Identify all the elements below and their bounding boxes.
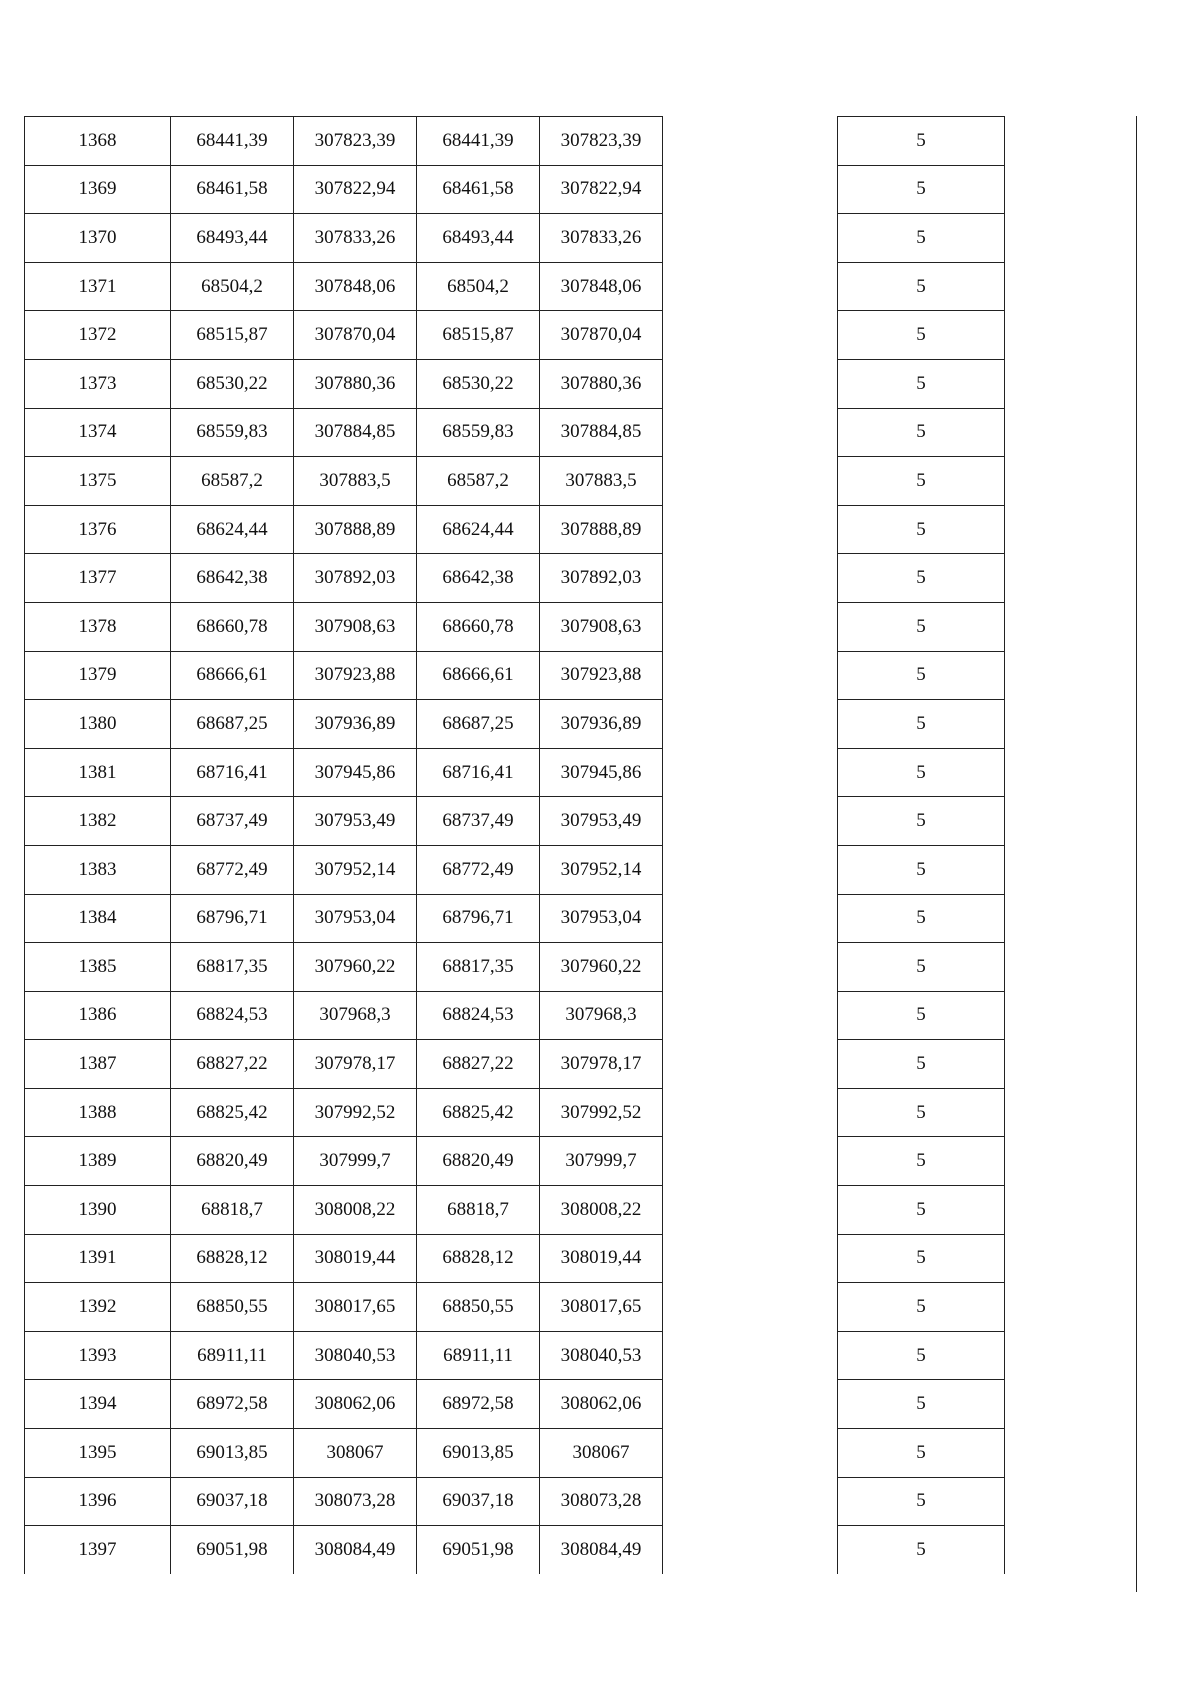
table-row	[838, 1429, 1005, 1478]
coordinates-table-body	[25, 117, 663, 1574]
point-number-cell: 1370	[25, 214, 171, 263]
x-coordinate-cell: 68817,35	[171, 943, 294, 992]
x-coordinate-2-cell: 68911,11	[417, 1331, 540, 1380]
coordinates-table	[24, 116, 663, 1574]
y-coordinate-2-cell: 307833,26	[540, 214, 663, 263]
point-number-cell: 1387	[25, 1040, 171, 1089]
y-coordinate-cell: 308017,65	[294, 1283, 417, 1332]
table-row	[838, 1040, 1005, 1089]
table-row	[838, 1477, 1005, 1526]
y-coordinate-2-cell: 307848,06	[540, 262, 663, 311]
table-row	[838, 457, 1005, 506]
y-coordinate-2-cell: 307968,3	[540, 991, 663, 1040]
table-row	[25, 117, 663, 166]
table-row	[838, 700, 1005, 749]
table-row	[25, 359, 663, 408]
x-coordinate-cell: 68493,44	[171, 214, 294, 263]
x-coordinate-cell: 68824,53	[171, 991, 294, 1040]
y-coordinate-2-cell: 307822,94	[540, 165, 663, 214]
y-coordinate-2-cell: 307888,89	[540, 505, 663, 554]
width-cell: 5	[838, 214, 1005, 263]
x-coordinate-2-cell: 68687,25	[417, 700, 540, 749]
table-row	[838, 1283, 1005, 1332]
width-cell: 5	[838, 1234, 1005, 1283]
width-cell: 5	[838, 1283, 1005, 1332]
y-coordinate-cell: 307880,36	[294, 359, 417, 408]
y-coordinate-2-cell: 308019,44	[540, 1234, 663, 1283]
point-number-cell: 1379	[25, 651, 171, 700]
x-coordinate-cell: 68587,2	[171, 457, 294, 506]
x-coordinate-cell: 68687,25	[171, 700, 294, 749]
y-coordinate-2-cell: 307892,03	[540, 554, 663, 603]
point-number-cell: 1385	[25, 943, 171, 992]
y-coordinate-cell: 308040,53	[294, 1331, 417, 1380]
x-coordinate-cell: 68818,7	[171, 1186, 294, 1235]
x-coordinate-cell: 68825,42	[171, 1088, 294, 1137]
y-coordinate-cell: 307822,94	[294, 165, 417, 214]
x-coordinate-cell: 68772,49	[171, 845, 294, 894]
x-coordinate-cell: 68515,87	[171, 311, 294, 360]
y-coordinate-cell: 307908,63	[294, 602, 417, 651]
table-row	[838, 991, 1005, 1040]
y-coordinate-2-cell: 307953,04	[540, 894, 663, 943]
width-cell: 5	[838, 1331, 1005, 1380]
point-number-cell: 1392	[25, 1283, 171, 1332]
point-number-cell: 1395	[25, 1429, 171, 1478]
width-cell: 5	[838, 165, 1005, 214]
table-row	[838, 845, 1005, 894]
point-number-cell: 1377	[25, 554, 171, 603]
x-coordinate-2-cell: 68850,55	[417, 1283, 540, 1332]
point-number-cell: 1375	[25, 457, 171, 506]
point-number-cell: 1397	[25, 1526, 171, 1574]
x-coordinate-2-cell: 68818,7	[417, 1186, 540, 1235]
table-row	[838, 1137, 1005, 1186]
y-coordinate-2-cell: 307936,89	[540, 700, 663, 749]
table-row	[838, 1234, 1005, 1283]
y-coordinate-cell: 307978,17	[294, 1040, 417, 1089]
y-coordinate-2-cell: 307953,49	[540, 797, 663, 846]
x-coordinate-cell: 68530,22	[171, 359, 294, 408]
table-row	[25, 991, 663, 1040]
x-coordinate-cell: 68642,38	[171, 554, 294, 603]
width-table-body	[838, 117, 1005, 1574]
table-row	[838, 894, 1005, 943]
y-coordinate-cell: 307892,03	[294, 554, 417, 603]
table-row	[25, 505, 663, 554]
table-row	[25, 1234, 663, 1283]
y-coordinate-2-cell: 307999,7	[540, 1137, 663, 1186]
table-row	[25, 748, 663, 797]
point-number-cell: 1394	[25, 1380, 171, 1429]
table-row	[25, 1526, 663, 1574]
x-coordinate-cell: 68559,83	[171, 408, 294, 457]
width-cell: 5	[838, 991, 1005, 1040]
point-number-cell: 1384	[25, 894, 171, 943]
table-row	[25, 700, 663, 749]
x-coordinate-2-cell: 69051,98	[417, 1526, 540, 1574]
x-coordinate-2-cell: 68666,61	[417, 651, 540, 700]
table-row	[838, 214, 1005, 263]
width-cell: 5	[838, 894, 1005, 943]
table-row	[25, 1040, 663, 1089]
y-coordinate-cell: 308019,44	[294, 1234, 417, 1283]
width-table	[837, 116, 1005, 1574]
y-coordinate-2-cell: 307945,86	[540, 748, 663, 797]
width-cell: 5	[838, 1186, 1005, 1235]
y-coordinate-2-cell: 307823,39	[540, 117, 663, 166]
point-number-cell: 1368	[25, 117, 171, 166]
y-coordinate-2-cell: 307960,22	[540, 943, 663, 992]
x-coordinate-2-cell: 68515,87	[417, 311, 540, 360]
table-row	[838, 651, 1005, 700]
y-coordinate-cell: 307870,04	[294, 311, 417, 360]
table-row	[838, 1331, 1005, 1380]
width-cell: 5	[838, 602, 1005, 651]
right-border-line	[1136, 116, 1137, 1592]
y-coordinate-2-cell: 308073,28	[540, 1477, 663, 1526]
x-coordinate-2-cell: 69013,85	[417, 1429, 540, 1478]
y-coordinate-cell: 307884,85	[294, 408, 417, 457]
point-number-cell: 1371	[25, 262, 171, 311]
y-coordinate-cell: 307945,86	[294, 748, 417, 797]
x-coordinate-2-cell: 68796,71	[417, 894, 540, 943]
y-coordinate-cell: 308073,28	[294, 1477, 417, 1526]
x-coordinate-2-cell: 68441,39	[417, 117, 540, 166]
y-coordinate-2-cell: 308084,49	[540, 1526, 663, 1574]
table-row	[838, 602, 1005, 651]
width-cell: 5	[838, 505, 1005, 554]
point-number-cell: 1378	[25, 602, 171, 651]
y-coordinate-cell: 307883,5	[294, 457, 417, 506]
x-coordinate-cell: 68796,71	[171, 894, 294, 943]
x-coordinate-2-cell: 68624,44	[417, 505, 540, 554]
x-coordinate-2-cell: 68642,38	[417, 554, 540, 603]
y-coordinate-2-cell: 307923,88	[540, 651, 663, 700]
width-cell: 5	[838, 1380, 1005, 1429]
x-coordinate-cell: 68737,49	[171, 797, 294, 846]
point-number-cell: 1390	[25, 1186, 171, 1235]
y-coordinate-cell: 307923,88	[294, 651, 417, 700]
point-number-cell: 1382	[25, 797, 171, 846]
width-cell: 5	[838, 700, 1005, 749]
point-number-cell: 1372	[25, 311, 171, 360]
width-cell: 5	[838, 1429, 1005, 1478]
table-row	[25, 262, 663, 311]
width-cell: 5	[838, 554, 1005, 603]
width-cell: 5	[838, 748, 1005, 797]
point-number-cell: 1393	[25, 1331, 171, 1380]
y-coordinate-2-cell: 307870,04	[540, 311, 663, 360]
y-coordinate-2-cell: 307880,36	[540, 359, 663, 408]
x-coordinate-2-cell: 68587,2	[417, 457, 540, 506]
table-row	[25, 214, 663, 263]
table-row	[25, 1137, 663, 1186]
width-cell: 5	[838, 1477, 1005, 1526]
x-coordinate-cell: 68666,61	[171, 651, 294, 700]
table-row	[25, 1380, 663, 1429]
width-cell: 5	[838, 651, 1005, 700]
x-coordinate-2-cell: 68828,12	[417, 1234, 540, 1283]
table-row	[25, 311, 663, 360]
y-coordinate-2-cell: 308062,06	[540, 1380, 663, 1429]
width-cell: 5	[838, 359, 1005, 408]
x-coordinate-cell: 68660,78	[171, 602, 294, 651]
y-coordinate-cell: 307992,52	[294, 1088, 417, 1137]
width-cell: 5	[838, 117, 1005, 166]
point-number-cell: 1383	[25, 845, 171, 894]
point-number-cell: 1396	[25, 1477, 171, 1526]
x-coordinate-2-cell: 68504,2	[417, 262, 540, 311]
table-row	[838, 165, 1005, 214]
table-row	[25, 457, 663, 506]
y-coordinate-2-cell: 308067	[540, 1429, 663, 1478]
x-coordinate-2-cell: 68817,35	[417, 943, 540, 992]
point-number-cell: 1386	[25, 991, 171, 1040]
width-cell: 5	[838, 457, 1005, 506]
x-coordinate-cell: 68828,12	[171, 1234, 294, 1283]
y-coordinate-2-cell: 307992,52	[540, 1088, 663, 1137]
x-coordinate-2-cell: 69037,18	[417, 1477, 540, 1526]
table-row	[838, 797, 1005, 846]
table-row	[838, 117, 1005, 166]
y-coordinate-cell: 307952,14	[294, 845, 417, 894]
table-row	[838, 554, 1005, 603]
x-coordinate-2-cell: 68972,58	[417, 1380, 540, 1429]
point-number-cell: 1391	[25, 1234, 171, 1283]
x-coordinate-2-cell: 68530,22	[417, 359, 540, 408]
width-cell: 5	[838, 1526, 1005, 1574]
y-coordinate-cell: 307999,7	[294, 1137, 417, 1186]
y-coordinate-2-cell: 307884,85	[540, 408, 663, 457]
table-row	[838, 1186, 1005, 1235]
x-coordinate-2-cell: 68820,49	[417, 1137, 540, 1186]
table-row	[25, 797, 663, 846]
x-coordinate-2-cell: 68827,22	[417, 1040, 540, 1089]
y-coordinate-cell: 307968,3	[294, 991, 417, 1040]
x-coordinate-2-cell: 68559,83	[417, 408, 540, 457]
table-row	[25, 408, 663, 457]
x-coordinate-cell: 68441,39	[171, 117, 294, 166]
y-coordinate-cell: 307848,06	[294, 262, 417, 311]
y-coordinate-cell: 307888,89	[294, 505, 417, 554]
y-coordinate-2-cell: 308008,22	[540, 1186, 663, 1235]
table-row	[25, 845, 663, 894]
x-coordinate-cell: 68624,44	[171, 505, 294, 554]
table-row	[25, 1186, 663, 1235]
table-row	[838, 1526, 1005, 1574]
table-row	[25, 1477, 663, 1526]
y-coordinate-cell: 307833,26	[294, 214, 417, 263]
y-coordinate-cell: 307953,49	[294, 797, 417, 846]
table-row	[838, 943, 1005, 992]
y-coordinate-cell: 308062,06	[294, 1380, 417, 1429]
point-number-cell: 1388	[25, 1088, 171, 1137]
point-number-cell: 1373	[25, 359, 171, 408]
width-cell: 5	[838, 845, 1005, 894]
x-coordinate-2-cell: 68737,49	[417, 797, 540, 846]
point-number-cell: 1376	[25, 505, 171, 554]
x-coordinate-2-cell: 68461,58	[417, 165, 540, 214]
width-cell: 5	[838, 1088, 1005, 1137]
y-coordinate-2-cell: 308040,53	[540, 1331, 663, 1380]
x-coordinate-cell: 69013,85	[171, 1429, 294, 1478]
x-coordinate-2-cell: 68772,49	[417, 845, 540, 894]
x-coordinate-2-cell: 68493,44	[417, 214, 540, 263]
width-cell: 5	[838, 408, 1005, 457]
y-coordinate-cell: 308084,49	[294, 1526, 417, 1574]
table-row	[25, 554, 663, 603]
x-coordinate-cell: 68504,2	[171, 262, 294, 311]
point-number-cell: 1380	[25, 700, 171, 749]
x-coordinate-2-cell: 68825,42	[417, 1088, 540, 1137]
x-coordinate-cell: 69051,98	[171, 1526, 294, 1574]
width-cell: 5	[838, 1137, 1005, 1186]
width-cell: 5	[838, 1040, 1005, 1089]
x-coordinate-cell: 68911,11	[171, 1331, 294, 1380]
table-row	[838, 262, 1005, 311]
width-cell: 5	[838, 262, 1005, 311]
table-row	[25, 894, 663, 943]
x-coordinate-cell: 69037,18	[171, 1477, 294, 1526]
table-row	[25, 1429, 663, 1478]
x-coordinate-cell: 68827,22	[171, 1040, 294, 1089]
point-number-cell: 1369	[25, 165, 171, 214]
table-row	[838, 311, 1005, 360]
y-coordinate-cell: 308008,22	[294, 1186, 417, 1235]
width-cell: 5	[838, 797, 1005, 846]
y-coordinate-cell: 307823,39	[294, 117, 417, 166]
y-coordinate-2-cell: 307883,5	[540, 457, 663, 506]
table-row	[838, 1088, 1005, 1137]
y-coordinate-2-cell: 307908,63	[540, 602, 663, 651]
y-coordinate-2-cell: 308017,65	[540, 1283, 663, 1332]
table-row	[25, 651, 663, 700]
y-coordinate-2-cell: 307978,17	[540, 1040, 663, 1089]
y-coordinate-cell: 308067	[294, 1429, 417, 1478]
point-number-cell: 1374	[25, 408, 171, 457]
table-row	[25, 1088, 663, 1137]
x-coordinate-cell: 68820,49	[171, 1137, 294, 1186]
table-row	[838, 748, 1005, 797]
point-number-cell: 1381	[25, 748, 171, 797]
table-row	[25, 165, 663, 214]
x-coordinate-2-cell: 68660,78	[417, 602, 540, 651]
y-coordinate-cell: 307960,22	[294, 943, 417, 992]
table-row	[25, 1331, 663, 1380]
x-coordinate-cell: 68850,55	[171, 1283, 294, 1332]
point-number-cell: 1389	[25, 1137, 171, 1186]
table-row	[25, 943, 663, 992]
width-cell: 5	[838, 943, 1005, 992]
x-coordinate-2-cell: 68824,53	[417, 991, 540, 1040]
x-coordinate-2-cell: 68716,41	[417, 748, 540, 797]
y-coordinate-cell: 307936,89	[294, 700, 417, 749]
y-coordinate-cell: 307953,04	[294, 894, 417, 943]
y-coordinate-2-cell: 307952,14	[540, 845, 663, 894]
x-coordinate-cell: 68972,58	[171, 1380, 294, 1429]
x-coordinate-cell: 68461,58	[171, 165, 294, 214]
width-cell: 5	[838, 311, 1005, 360]
table-row	[838, 359, 1005, 408]
x-coordinate-cell: 68716,41	[171, 748, 294, 797]
table-row	[838, 505, 1005, 554]
table-row	[25, 602, 663, 651]
table-row	[838, 1380, 1005, 1429]
table-row	[25, 1283, 663, 1332]
table-row	[838, 408, 1005, 457]
